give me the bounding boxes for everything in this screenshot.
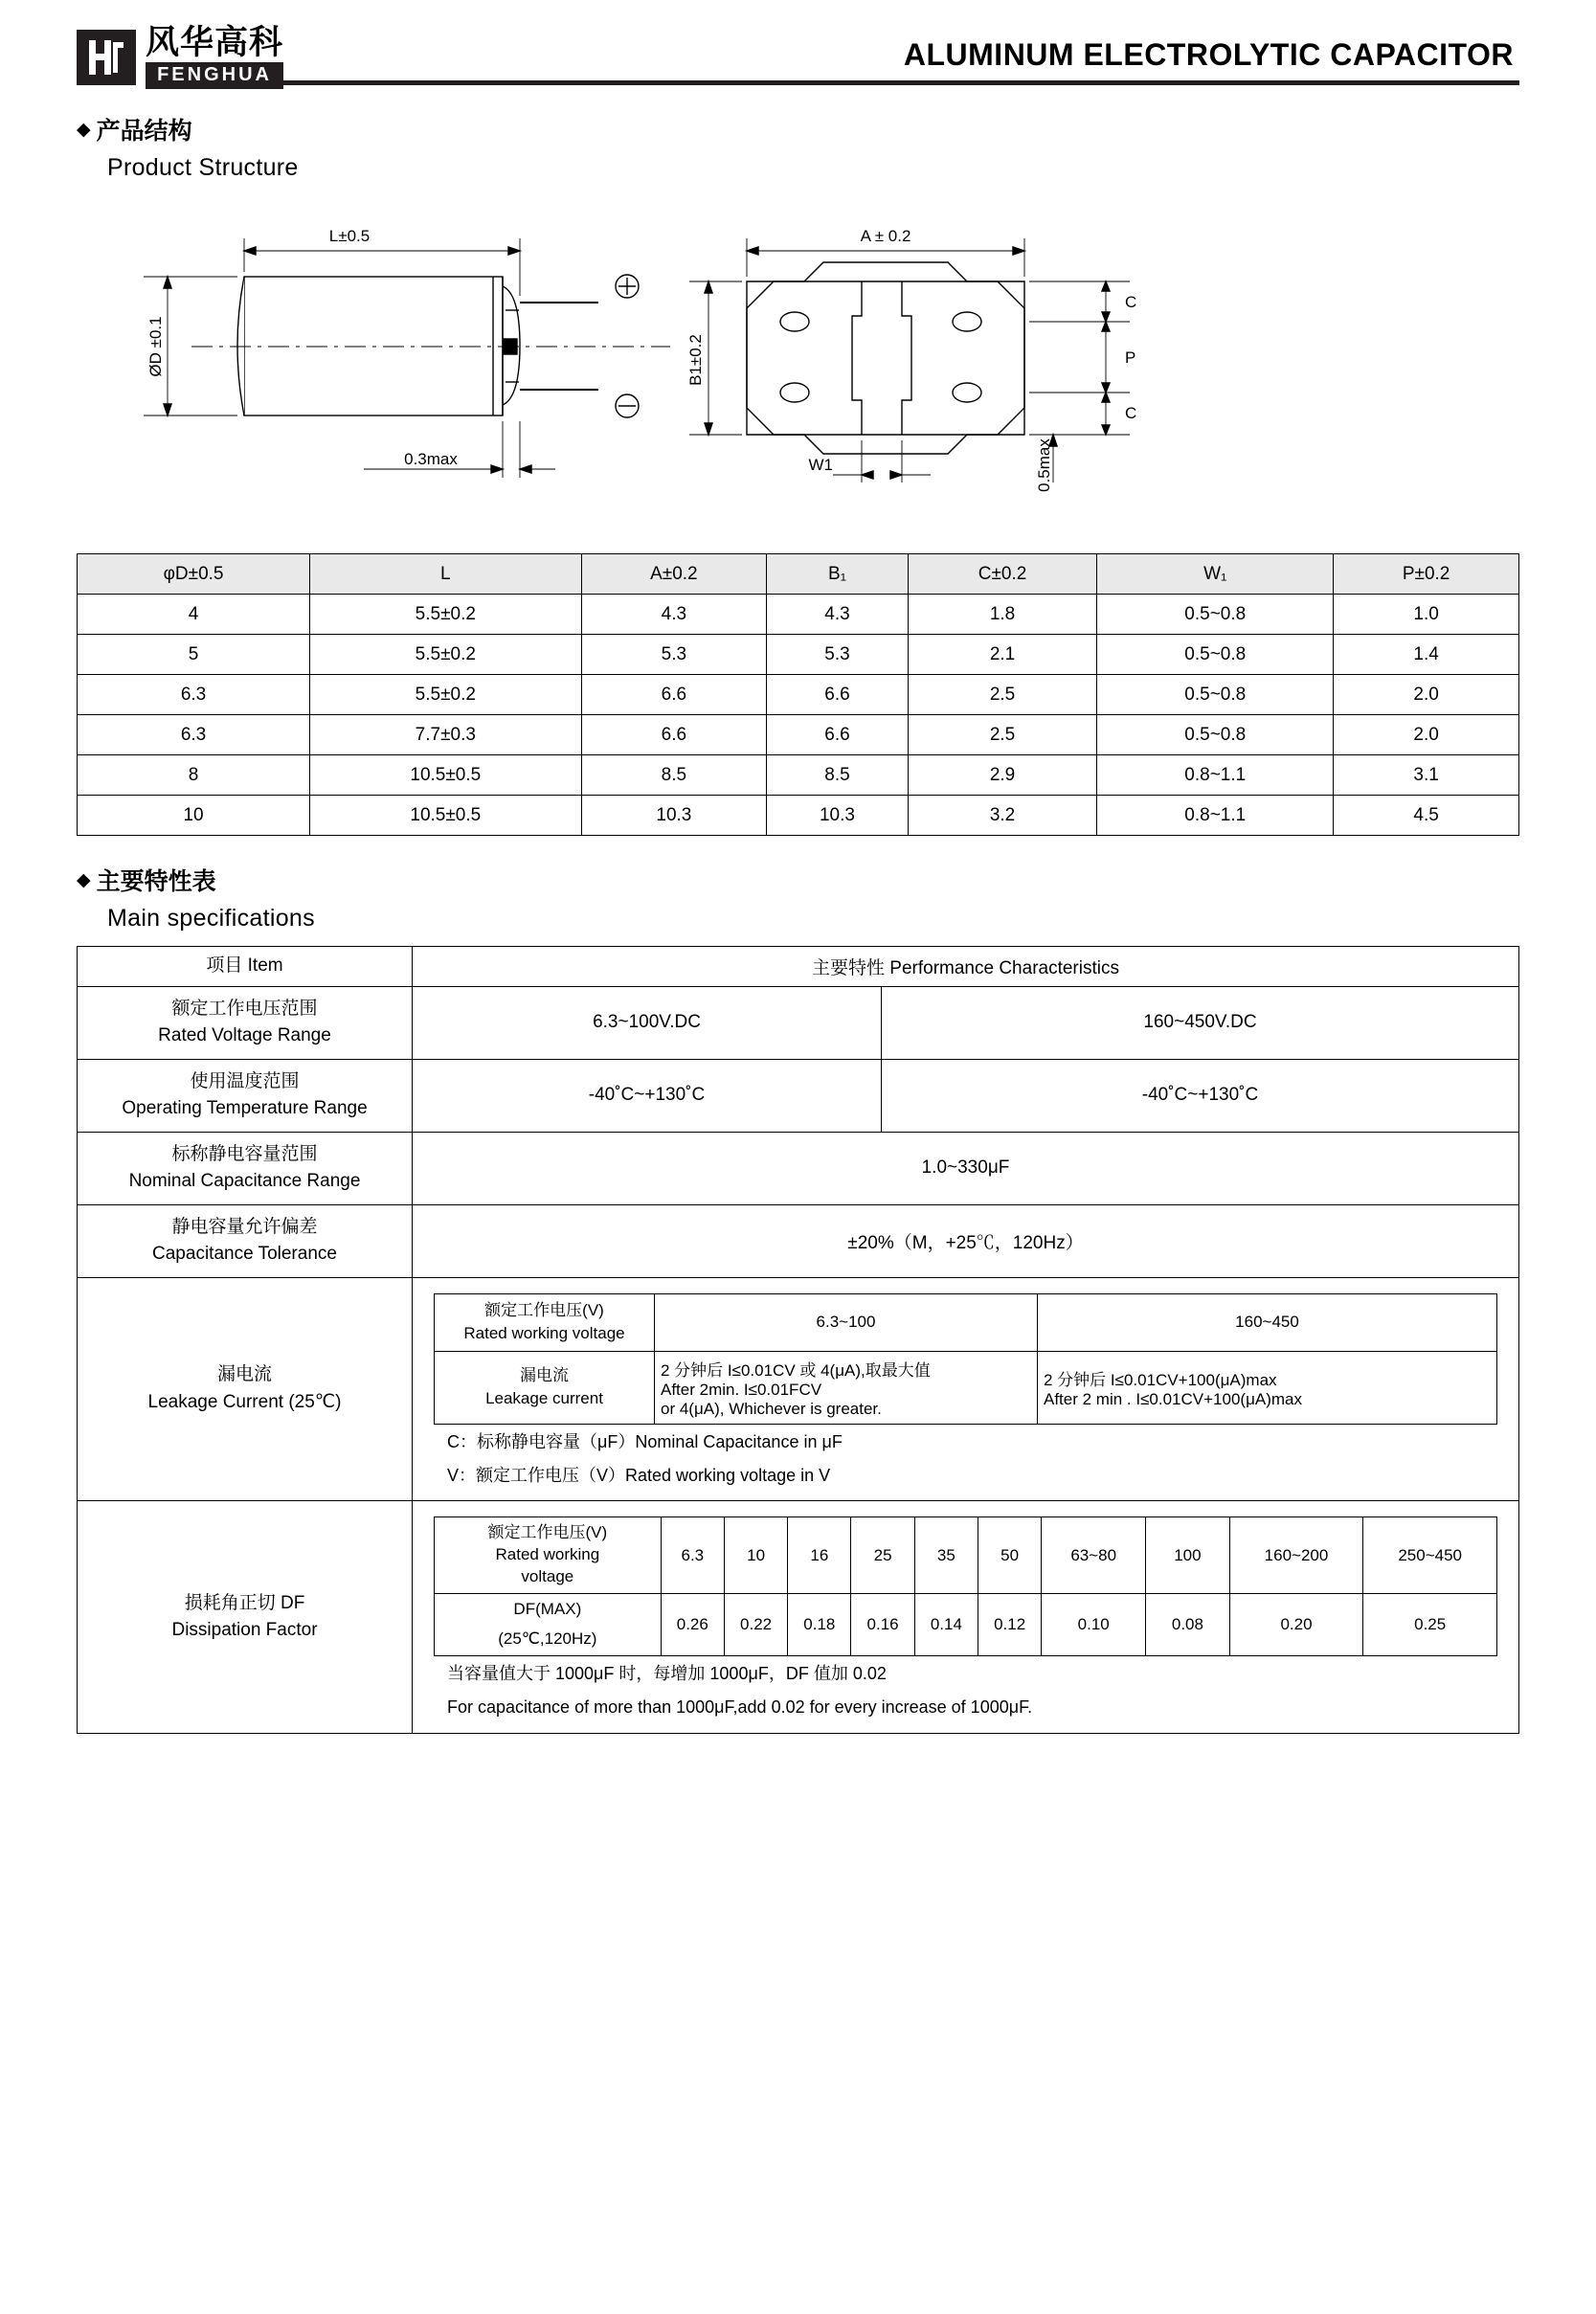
spec-item-label — [78, 1059, 413, 1132]
spec-row-nominal-capacitance — [78, 1132, 1519, 1204]
df-value: 0.10 — [1042, 1594, 1146, 1656]
df-voltage-row — [435, 1517, 1497, 1594]
cell-w1: 0.5~0.8 — [1097, 635, 1334, 675]
df-value: 0.22 — [724, 1594, 787, 1656]
dimension-table — [77, 553, 1519, 836]
cell-diameter: 4 — [78, 595, 310, 635]
spec-header-row — [78, 947, 1519, 987]
df-note-en: For capacitance of more than 1000μF,add 0.02 for every increase of 1000μF. — [447, 1696, 1033, 1717]
df-voltage-value: 250~450 — [1363, 1517, 1497, 1594]
brand-name-cn: 风华高科 — [146, 23, 284, 61]
col-header-w1: W₁ — [1097, 554, 1334, 595]
cell-a: 6.6 — [581, 715, 767, 755]
spec-row-operating-temperature — [78, 1059, 1519, 1132]
cell-p: 1.4 — [1334, 635, 1519, 675]
diamond-bullet-icon: ◆ — [77, 870, 91, 890]
col-header-performance: 主要特性 Performance Characteristics — [413, 947, 1519, 987]
leakage-note-v: V：额定工作电压（V）Rated working voltage in V — [447, 1465, 831, 1485]
col-header-l: L — [310, 554, 581, 595]
label-en: Leakage current — [485, 1389, 603, 1408]
section-title-cn: 主要特性表 — [96, 868, 216, 895]
value-tolerance: ±20%（M，+25℃，120Hz） — [413, 1204, 1519, 1277]
diamond-bullet-icon: ◆ — [77, 120, 91, 140]
df-value: 0.08 — [1146, 1594, 1230, 1656]
label-cn: 标称静电容量范围 — [171, 1143, 318, 1164]
spec-row-dissipation-factor — [78, 1501, 1519, 1733]
df-value: 0.16 — [851, 1594, 914, 1656]
cell-c: 1.8 — [908, 595, 1097, 635]
dim-label-p: P — [1125, 348, 1136, 367]
df-value: 0.26 — [661, 1594, 724, 1656]
value-low-voltage: 6.3~100V.DC — [413, 986, 882, 1059]
cell-w1: 0.5~0.8 — [1097, 715, 1334, 755]
cell-l: 10.5±0.5 — [310, 755, 581, 796]
cell-diameter: 6.3 — [78, 675, 310, 715]
dim-label-hmax: 0.5max — [1035, 438, 1053, 492]
formula-line-1: 2 分钟后 I≤0.01CV+100(μA)max — [1044, 1370, 1277, 1389]
label-cn: 使用温度范围 — [190, 1070, 300, 1091]
label-cn: 额定工作电压范围 — [171, 998, 318, 1019]
label-en-1: Rated working — [495, 1545, 600, 1564]
df-voltage-value: 63~80 — [1042, 1517, 1146, 1594]
dim-label-b1: B1±0.2 — [686, 334, 705, 386]
spec-item-label — [78, 986, 413, 1059]
label-en: Rated working voltage — [463, 1324, 625, 1343]
cell-a: 4.3 — [581, 595, 767, 635]
label-cn: 损耗角正切 DF — [184, 1592, 305, 1613]
cell-b1: 4.3 — [767, 595, 909, 635]
value-capacitance-range: 1.0~330μF — [413, 1132, 1519, 1204]
cell-c: 2.5 — [908, 715, 1097, 755]
cell-a: 6.6 — [581, 675, 767, 715]
dim-label-a: A ± 0.2 — [860, 227, 911, 245]
df-value: 0.18 — [788, 1594, 851, 1656]
col-header-p: P±0.2 — [1334, 554, 1519, 595]
df-max-label — [435, 1594, 662, 1656]
label-en: Dissipation Factor — [171, 1620, 318, 1641]
df-voltage-value: 50 — [978, 1517, 1042, 1594]
df-subtable — [434, 1516, 1497, 1656]
label-line-1: DF(MAX) — [513, 1600, 582, 1619]
label-en: Operating Temperature Range — [122, 1098, 368, 1118]
table-row — [78, 796, 1519, 836]
spec-row-rated-voltage — [78, 986, 1519, 1059]
section-heading-structure — [77, 118, 1519, 145]
cell-a: 5.3 — [581, 635, 767, 675]
cell-c: 2.9 — [908, 755, 1097, 796]
col-header-diameter: φD±0.5 — [78, 554, 310, 595]
section-product-structure — [77, 118, 1519, 836]
cell-c: 2.1 — [908, 635, 1097, 675]
table-row — [78, 595, 1519, 635]
cell-l: 10.5±0.5 — [310, 796, 581, 836]
section-title-cn: 产品结构 — [96, 118, 192, 145]
df-content — [413, 1501, 1519, 1733]
value-temp-high: -40˚C~+130˚C — [882, 1059, 1519, 1132]
spec-item-label — [78, 1277, 413, 1501]
value-high-voltage: 160~450V.DC — [882, 986, 1519, 1059]
df-value: 0.20 — [1229, 1594, 1363, 1656]
df-note-cn: 当容量值大于 1000μF 时，每增加 1000μF，DF 值加 0.02 — [447, 1664, 887, 1684]
df-voltage-value: 100 — [1146, 1517, 1230, 1594]
cell-diameter: 10 — [78, 796, 310, 836]
product-drawing — [77, 195, 1519, 540]
cell-l: 5.5±0.2 — [310, 595, 581, 635]
label-en: Capacitance Tolerance — [152, 1244, 337, 1264]
df-value-row — [435, 1594, 1497, 1656]
cell-w1: 0.8~1.1 — [1097, 796, 1334, 836]
spec-item-label — [78, 1501, 413, 1733]
df-voltage-value: 16 — [788, 1517, 851, 1594]
formula-line-2: After 2min. I≤0.01FCV — [661, 1380, 822, 1399]
cell-w1: 0.5~0.8 — [1097, 595, 1334, 635]
label-en: Leakage Current (25℃) — [147, 1391, 342, 1412]
df-value: 0.14 — [914, 1594, 978, 1656]
cell-w1: 0.8~1.1 — [1097, 755, 1334, 796]
label-cn: 漏电流 — [520, 1365, 569, 1384]
cell-w1: 0.5~0.8 — [1097, 675, 1334, 715]
section-heading-specs — [77, 868, 1519, 895]
spec-item-label — [78, 1132, 413, 1204]
table-header-row — [78, 554, 1519, 595]
cell-l: 5.5±0.2 — [310, 635, 581, 675]
brand-logo — [77, 23, 284, 90]
df-voltage-value: 160~200 — [1229, 1517, 1363, 1594]
leakage-formula-high — [1038, 1351, 1497, 1424]
section-title-en: Main specifications — [107, 905, 315, 932]
cell-p: 1.0 — [1334, 595, 1519, 635]
df-value: 0.12 — [978, 1594, 1042, 1656]
label-en: Nominal Capacitance Range — [128, 1171, 361, 1191]
cell-diameter: 6.3 — [78, 715, 310, 755]
col-header-b1: B₁ — [767, 554, 909, 595]
leakage-range-high: 160~450 — [1038, 1293, 1497, 1351]
col-header-c: C±0.2 — [908, 554, 1097, 595]
formula-line-3: or 4(μA), Whichever is greater. — [661, 1399, 882, 1418]
cell-a: 8.5 — [581, 755, 767, 796]
cell-b1: 5.3 — [767, 635, 909, 675]
value-temp-low: -40˚C~+130˚C — [413, 1059, 882, 1132]
brand-text — [146, 23, 284, 90]
table-row — [78, 635, 1519, 675]
table-row — [78, 715, 1519, 755]
cell-p: 2.0 — [1334, 675, 1519, 715]
leakage-current-label — [435, 1351, 655, 1424]
dim-label-lead: 0.3max — [404, 450, 458, 468]
table-row — [78, 755, 1519, 796]
df-voltage-value: 25 — [851, 1517, 914, 1594]
label-cn: 静电容量允许偏差 — [171, 1216, 318, 1237]
dim-label-c-bottom: C — [1125, 404, 1137, 422]
leakage-subtable — [434, 1293, 1497, 1425]
leakage-note-c: C：标称静电容量（μF）Nominal Capacitance in μF — [447, 1431, 843, 1451]
cell-a: 10.3 — [581, 796, 767, 836]
header-divider — [281, 80, 1519, 85]
cell-c: 2.5 — [908, 675, 1097, 715]
col-header-a: A±0.2 — [581, 554, 767, 595]
leakage-content — [413, 1277, 1519, 1501]
label-cn: 额定工作电压(V) — [484, 1300, 604, 1319]
formula-line-2: After 2 min . I≤0.01CV+100(μA)max — [1044, 1389, 1302, 1408]
leakage-formula-low — [655, 1351, 1038, 1424]
brand-name-en: FENGHUA — [146, 62, 283, 89]
label-cn: 额定工作电压(V) — [487, 1523, 608, 1542]
cell-b1: 10.3 — [767, 796, 909, 836]
cell-p: 3.1 — [1334, 755, 1519, 796]
df-value: 0.25 — [1363, 1594, 1497, 1656]
section-main-specifications — [77, 868, 1519, 1734]
cell-p: 2.0 — [1334, 715, 1519, 755]
spec-row-capacitance-tolerance — [78, 1204, 1519, 1277]
specifications-table — [77, 946, 1519, 1734]
cell-p: 4.5 — [1334, 796, 1519, 836]
label-en: Rated Voltage Range — [158, 1025, 331, 1045]
cell-c: 3.2 — [908, 796, 1097, 836]
df-voltage-value: 10 — [724, 1517, 787, 1594]
label-cn: 漏电流 — [216, 1364, 272, 1385]
leakage-voltage-label — [435, 1293, 655, 1351]
leakage-header-row — [435, 1293, 1497, 1351]
df-voltage-value: 6.3 — [661, 1517, 724, 1594]
table-row — [78, 675, 1519, 715]
dim-label-c-top: C — [1125, 293, 1137, 311]
cell-l: 7.7±0.3 — [310, 715, 581, 755]
dim-label-w1: W1 — [808, 456, 833, 474]
df-voltage-value: 35 — [914, 1517, 978, 1594]
df-voltage-label — [435, 1517, 662, 1594]
dim-label-diameter: ØD ±0.1 — [146, 316, 165, 377]
formula-line-1: 2 分钟后 I≤0.01CV 或 4(μA),取最大值 — [661, 1360, 931, 1380]
spec-item-label — [78, 1204, 413, 1277]
spec-row-leakage-current — [78, 1277, 1519, 1501]
leakage-value-row — [435, 1351, 1497, 1424]
section-title-en: Product Structure — [107, 154, 299, 181]
label-en-2: voltage — [521, 1567, 574, 1586]
cell-b1: 8.5 — [767, 755, 909, 796]
fenghua-logo-icon — [77, 30, 136, 85]
page-title: ALUMINUM ELECTROLYTIC CAPACITOR — [903, 36, 1514, 72]
cell-diameter: 5 — [78, 635, 310, 675]
cell-diameter: 8 — [78, 755, 310, 796]
cell-b1: 6.6 — [767, 675, 909, 715]
cell-b1: 6.6 — [767, 715, 909, 755]
label-line-2: (25℃,120Hz) — [498, 1629, 597, 1649]
dim-label-length: L±0.5 — [328, 227, 371, 245]
leakage-range-low: 6.3~100 — [655, 1293, 1038, 1351]
col-header-item: 项目 Item — [78, 947, 413, 987]
cell-l: 5.5±0.2 — [310, 675, 581, 715]
